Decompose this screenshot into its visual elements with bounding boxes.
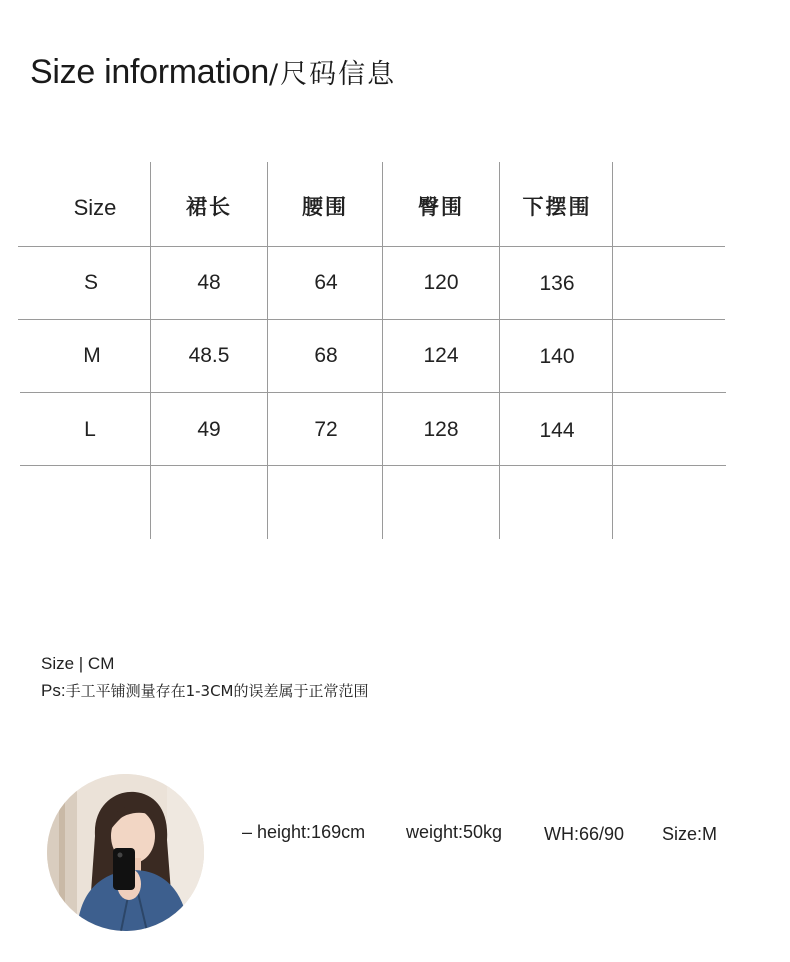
model-wh: WH:66/90 <box>544 824 625 844</box>
table-cell: 64 <box>314 271 338 294</box>
table-header-hip: 臀围 <box>418 195 464 219</box>
table-cell: 68 <box>314 344 338 367</box>
model-avatar <box>47 774 204 931</box>
title-chinese: 尺码信息 <box>280 59 397 90</box>
table-row-divider <box>18 319 725 320</box>
measurement-note <box>41 680 368 701</box>
table-cell: 49 <box>197 418 221 441</box>
table-column-divider <box>499 162 500 539</box>
model-height: – height:169cm <box>242 822 366 842</box>
note-prefix: Ps: <box>41 681 66 700</box>
table-header-waist: 腰围 <box>302 195 348 219</box>
title-separator: / <box>268 59 281 90</box>
table-column-divider <box>612 162 613 539</box>
table-cell: 140 <box>539 345 575 368</box>
table-cell: L <box>84 418 96 441</box>
table-cell: 120 <box>423 271 459 294</box>
table-cell: 136 <box>539 272 575 295</box>
table-cell: 48.5 <box>188 344 230 367</box>
model-size: Size:M <box>662 824 718 844</box>
table-cell: 72 <box>314 418 338 441</box>
table-cell: 48 <box>197 271 221 294</box>
table-column-divider <box>382 162 383 539</box>
unit-note: Size | CM <box>41 654 115 673</box>
table-cell: M <box>83 344 101 367</box>
title-english: Size information <box>30 53 269 91</box>
table-cell: 128 <box>423 418 459 441</box>
table-row-divider <box>20 465 726 466</box>
table-column-divider <box>267 162 268 539</box>
table-row-divider <box>18 246 725 247</box>
table-header-size: Size <box>73 195 117 220</box>
table-cell: 144 <box>539 419 575 442</box>
page-title <box>30 52 396 92</box>
table-cell: S <box>83 271 99 294</box>
model-photo-illustration <box>47 774 204 931</box>
table-row-divider <box>20 392 726 393</box>
table-column-divider <box>150 162 151 539</box>
note-text: 手工平铺测量存在1-3CM的误差属于正常范围 <box>65 682 369 700</box>
table-header-skirt-length: 裙长 <box>186 195 232 219</box>
table-cell: 124 <box>423 344 459 367</box>
table-header-hem: 下摆围 <box>522 195 592 219</box>
model-weight: weight:50kg <box>406 822 503 842</box>
